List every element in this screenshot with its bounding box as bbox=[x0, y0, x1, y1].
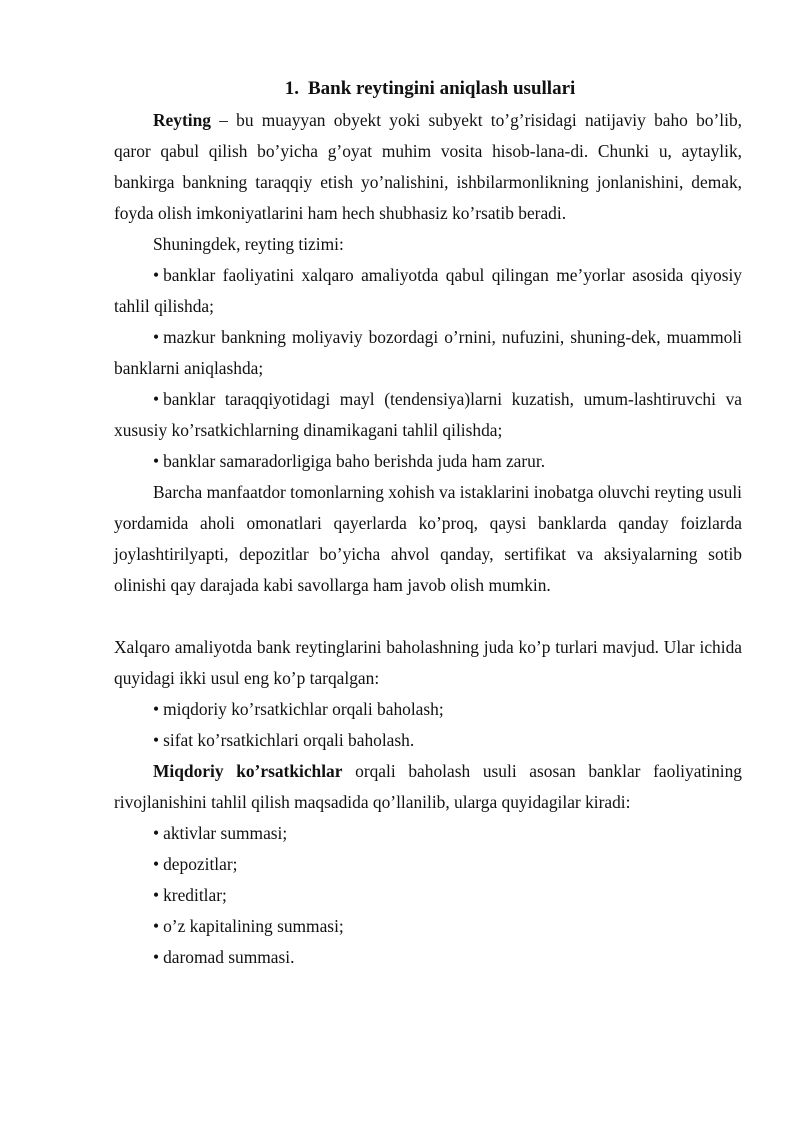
document-page bbox=[114, 74, 742, 973]
heading-text: Bank reytingini aniqlash usullari bbox=[307, 78, 576, 99]
list-reyting-uses bbox=[114, 260, 742, 477]
bullet-icon: • bbox=[153, 451, 160, 471]
list-quantitative-indicators bbox=[114, 818, 742, 973]
bullet-icon: • bbox=[153, 389, 160, 409]
paragraph-quantitative bbox=[114, 756, 742, 818]
list-item: • banklar taraqqiyotidagi mayl (tendensiya)larni kuzatish, umum-lashtiruvchi va xususiy ko’rsatkichlarning dinamikagani tahlil qilishda; bbox=[114, 389, 742, 440]
bullet-icon: • bbox=[153, 885, 160, 905]
list-item: • miqdoriy ko’rsatkichlar orqali baholash; bbox=[153, 699, 444, 719]
list-item: • banklar samaradorligiga baho berishda juda ham zarur. bbox=[153, 451, 546, 471]
bullet-icon: • bbox=[153, 947, 160, 967]
term-reyting: Reyting bbox=[153, 110, 211, 130]
list-item: • depozitlar; bbox=[153, 854, 238, 874]
quantitative-text: orqali baholash usuli asosan banklar faoliyatining rivojlanishini tahlil qilish maqsadida qo’llanilib, ularga quyidagilar kiradi: bbox=[114, 761, 742, 812]
list-item: • banklar faoliyatini xalqaro amaliyotda qabul qilingan me’yorlar asosida qiyosiy tahlil qilishda; bbox=[114, 265, 742, 316]
section-heading bbox=[114, 74, 742, 104]
paragraph-international-practice: Xalqaro amaliyotda bank reytinglarini baholashning juda ko’p turlari mavjud. Ular ichida quyidagi ikki usul eng ko’p tarqalgan: bbox=[114, 637, 742, 688]
heading-number: 1. bbox=[284, 78, 299, 99]
paragraph-intro-list: Shuningdek, reyting tizimi: bbox=[153, 234, 344, 254]
bullet-icon: • bbox=[153, 730, 160, 750]
bullet-icon: • bbox=[153, 854, 160, 874]
list-item: • aktivlar summasi; bbox=[153, 823, 288, 843]
list-methods bbox=[114, 694, 742, 756]
term-miqdoriy: Miqdoriy ko’rsatkichlar bbox=[153, 761, 343, 781]
blank-line bbox=[114, 601, 742, 632]
definition-text: – bu muayyan obyekt yoki subyekt to’g’risidagi natijaviy baho bo’lib, qaror qabul qilish bo’yicha g’oyat muhim vosita hisob-lana-di. Chunki u, aytaylik, bankirga bankning taraqqiy etish yo’nalishini, ishbilarmonlikning jonlanishini, demak, foyda olish imkoniyatlarini ham hech shubhasiz ko’rsatib beradi. bbox=[114, 110, 742, 223]
list-item: • kreditlar; bbox=[153, 885, 227, 905]
paragraph-stakeholders: Barcha manfaatdor tomonlarning xohish va istaklarini inobatga oluvchi reyting usuli yordamida aholi omonatlari qayerlarda ko’proq, qaysi banklarda qanday foizlarda joylashtirilyapti, depozitlar bo’yicha ahvol qanday, sertifikat va aksiyalarning sotib olinishi qay darajada kabi savollarga ham javob olish mumkin. bbox=[114, 482, 742, 595]
bullet-icon: • bbox=[153, 327, 160, 347]
bullet-icon: • bbox=[153, 699, 160, 719]
bullet-icon: • bbox=[153, 916, 160, 936]
bullet-icon: • bbox=[153, 823, 160, 843]
paragraph-definition bbox=[114, 105, 742, 229]
list-item: • o’z kapitalining summasi; bbox=[153, 916, 344, 936]
bullet-icon: • bbox=[153, 265, 160, 285]
list-item: • mazkur bankning moliyaviy bozordagi o’rnini, nufuzini, shuning-dek, muammoli banklarni aniqlashda; bbox=[114, 327, 742, 378]
list-item: • daromad summasi. bbox=[153, 947, 295, 967]
list-item: • sifat ko’rsatkichlari orqali baholash. bbox=[153, 730, 415, 750]
